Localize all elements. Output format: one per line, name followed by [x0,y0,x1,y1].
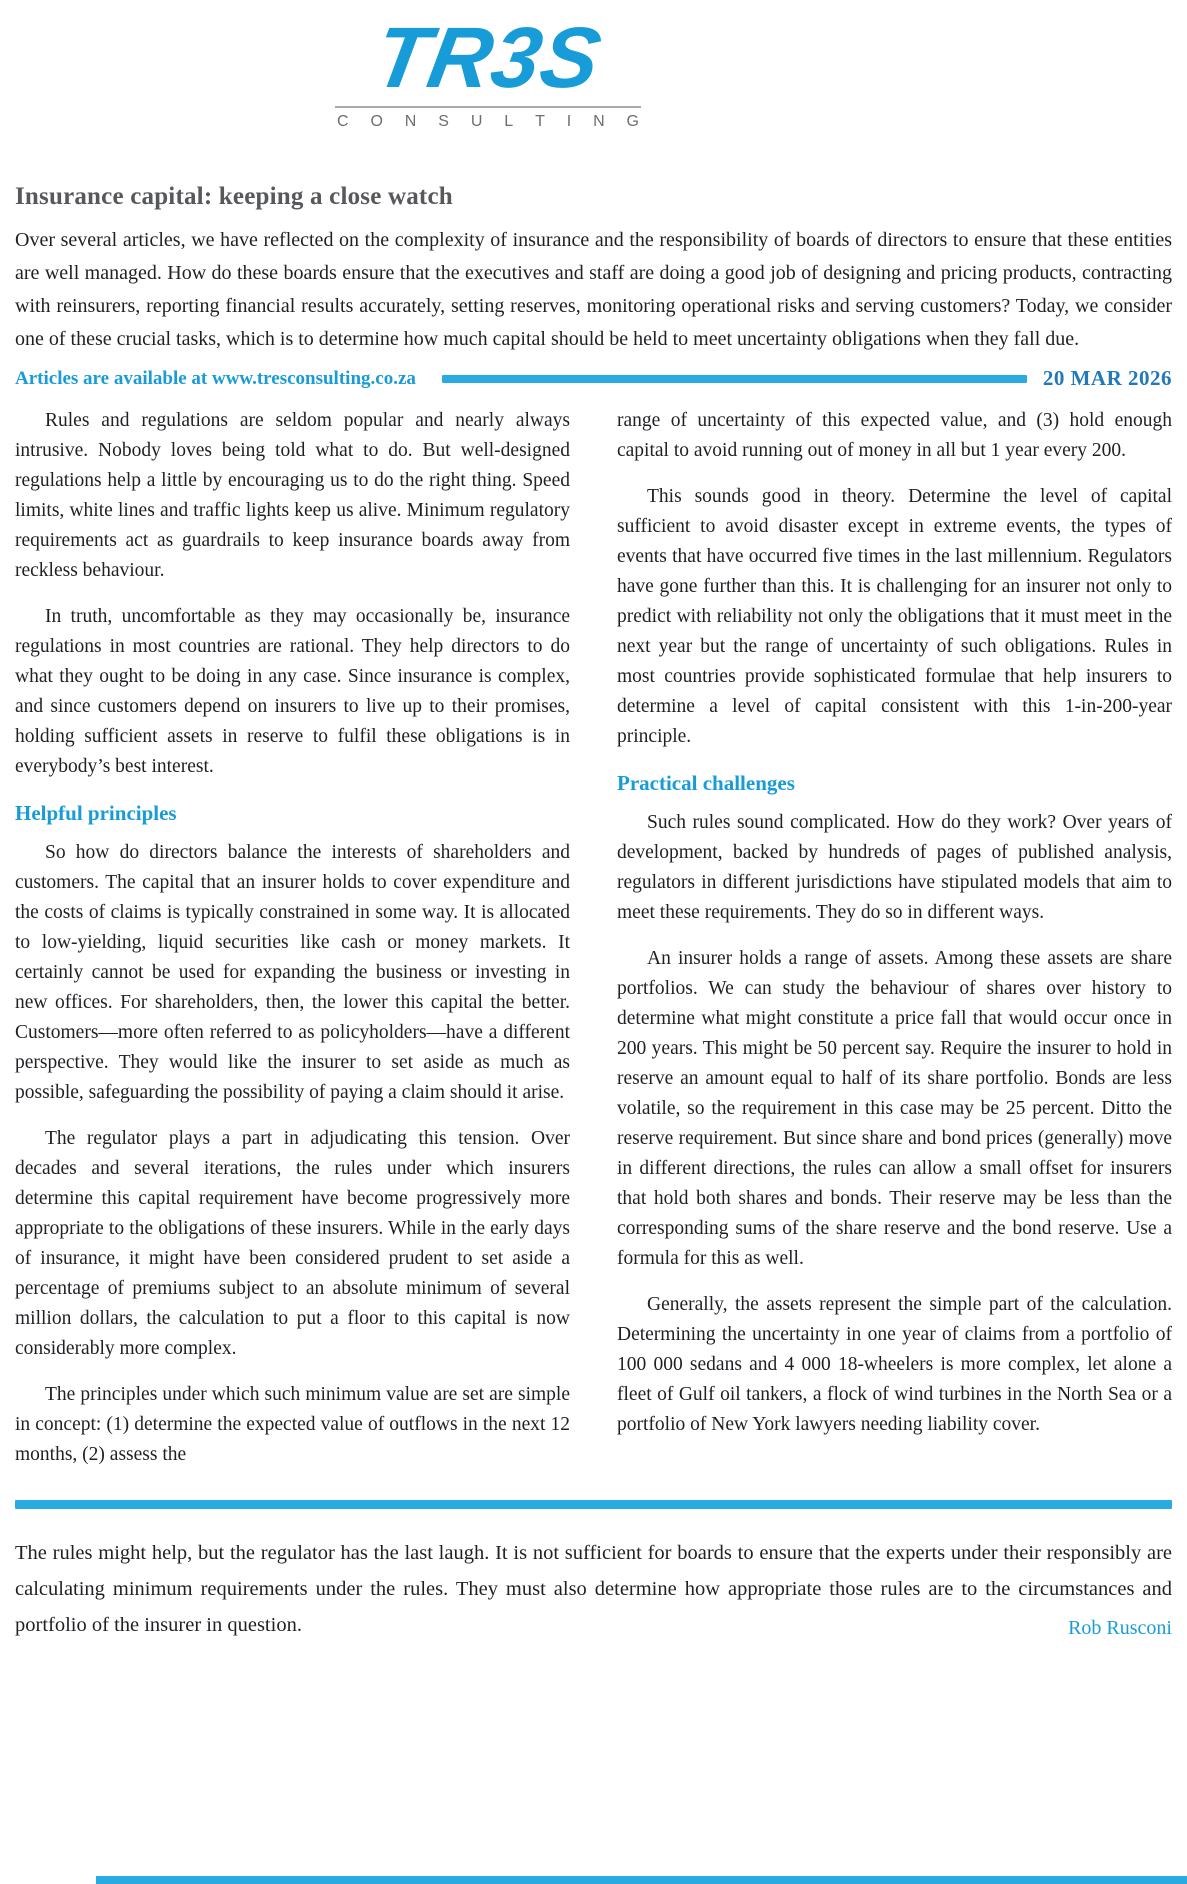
section-heading: Practical challenges [617,771,795,796]
article-paragraph: In truth, uncomfortable as they may occasionally be, insurance regulations in most countries are rational. They help directors to do what they ought to be doing in any case. Since insurance is complex, and since customers depend on insurers to live up to their promises, holding sufficient assets in reserve to fulfil these obligations is in everybody’s best interest. [15,606,570,778]
article-columns [15,406,1172,1486]
logo-divider [335,106,641,108]
article-paragraph: So how do directors balance the interests of shareholders and customers. The capital that an insurer holds to cover expenditure and the costs of claims is typically constrained in some way. It is allocated to low-yielding, liquid securities like cash or money markets. It certainly cannot be used for expanding the business or investing in new offices. For shareholders, then, the lower this capital the better. Customers—more often referred to as policyholders—have a different perspective. They would like the insurer to set aside as much as possible, safeguarding the possibility of paying a claim should it arise. [15,842,570,1104]
meta-row [15,366,1172,391]
footer-paragraph: The rules might help, but the regulator has the last laugh. It is not sufficient for boards to ensure that the experts under their responsibly are calculating minimum requirements under the rules. They must also determine how appropriate those rules are to the circumstances and portfolio of the insurer in question. [15,1542,1172,1637]
logo-subtext: C O N S U L T I N G [337,113,639,131]
footer-divider-rule [15,1500,1172,1509]
logo-wordmark: TR3S [367,10,609,106]
author-signature[interactable]: Rob Rusconi [1068,1617,1172,1640]
article-paragraph: This sounds good in theory. Determine the level of capital sufficient to avoid disaster except in extreme events, the types of events that have occurred five times in the last millennium. Regulators have gone further than this. It is challenging for an insurer not only to predict with reliability not only the obligations that it must meet in the next year but the range of uncertainty of such obligations. Rules in most countries provide sophisticated formulae that help insurers to determine a level of capital consistent with this 1-in-200-year principle. [617,486,1172,748]
footer [15,1535,1172,1643]
meta-divider-rule [442,375,1027,383]
logo [335,10,641,131]
articles-availability-link[interactable]: Articles are available at www.tresconsulting.co.za [15,367,416,389]
column-right [617,406,1172,1486]
article-paragraph: Generally, the assets represent the simple part of the calculation. Determining the uncertainty in one year of claims from a portfolio of 100 000 sedans and 4 000 18-wheelers is more complex, let alone a fleet of Gulf oil tankers, a flock of wind turbines in the North Sea or a portfolio of New York lawyers needing liability cover. [617,1294,1172,1436]
article-paragraph: The regulator plays a part in adjudicating this tension. Over decades and several iterations, the rules under which insurers determine this capital requirement have become progressively more appropriate to the obligations of these insurers. While in the early days of insurance, it might have been considered prudent to set aside a percentage of premiums subject to an absolute minimum of several million dollars, the calculation to put a floor to this capital is now considerably more complex. [15,1128,570,1360]
column-left [15,406,570,1486]
section-heading: Helpful principles [15,801,177,826]
article-paragraph: The principles under which such minimum value are set are simple in concept: (1) determine the expected value of outflows in the next 12 months, (2) assess the [15,1384,570,1466]
issue-date: 20 MAR 2026 [1042,366,1172,391]
intro-paragraph: Over several articles, we have reflected on the complexity of insurance and the responsibility of boards of directors to ensure that these entities are well managed. How do these boards ensure that the executives and staff are doing a good job of designing and pricing products, contracting with reinsurers, reporting financial results accurately, setting reserves, monitoring operational risks and serving customers? Today, we consider one of these crucial tasks, which is to determine how much capital should be held to meet uncertainty obligations when they fall due. [15,229,1172,351]
article-paragraph: Rules and regulations are seldom popular and nearly always intrusive. Nobody loves being told what to do. But well-designed regulations help a little by encouraging us to do the right thing. Speed limits, white lines and traffic lights keep us alive. Minimum regulatory requirements act as guardrails to keep insurance boards away from reckless behaviour. [15,410,570,582]
article-paragraph: An insurer holds a range of assets. Among these assets are share portfolios. We can study the behaviour of shares over history to determine what might constitute a price fall that would occur once in 200 years. This might be 50 percent say. Require the insurer to hold in reserve an amount equal to half of its share portfolio. Bonds are less volatile, so the requirement in this case may be 25 percent. Ditto the reserve requirement. But since share and bond prices (generally) move in different directions, the rules can allow a small offset for insurers that hold both shares and bonds. Their reserve may be less than the corresponding sums of the share reserve and the bond reserve. Use a formula for this as well. [617,948,1172,1270]
article-paragraph: Such rules sound complicated. How do they work? Over years of development, backed by hundreds of pages of published analysis, regulators in different jurisdictions have stipulated models that aim to meet these requirements. They do so in different ways. [617,812,1172,924]
article-paragraph: range of uncertainty of this expected value, and (3) hold enough capital to avoid running out of money in all but 1 year every 200. [617,410,1172,462]
page-title: Insurance capital: keeping a close watch [15,183,453,211]
bottom-edge-bar [96,1876,1187,1884]
